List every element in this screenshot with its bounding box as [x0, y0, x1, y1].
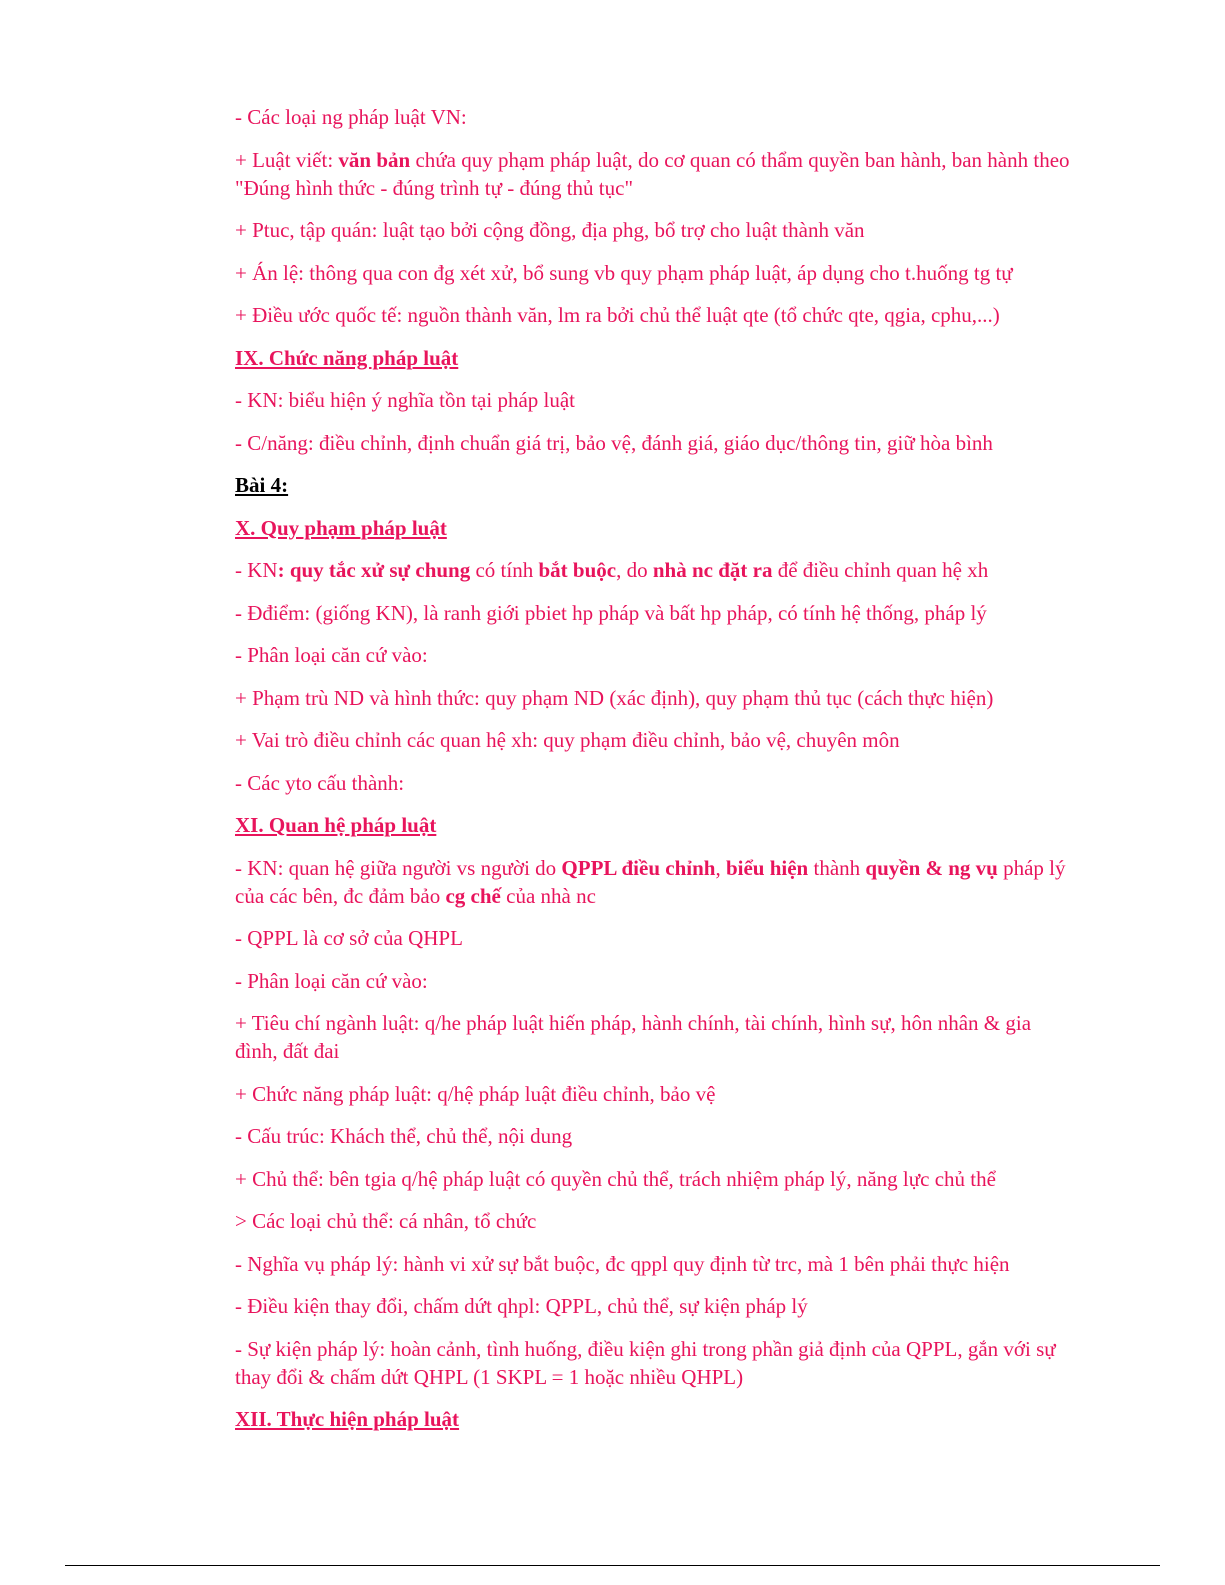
bold-text: bắt buộc [538, 558, 617, 582]
paragraph: - Phân loại căn cứ vào: [235, 968, 428, 993]
bold-text: văn bản [338, 147, 411, 172]
paragraph: - Các loại ng pháp luật VN: [235, 105, 467, 129]
bold-text: nhà nc đặt ra [652, 558, 773, 582]
text-run: của nhà nc [500, 883, 596, 908]
paragraph: + Chức năng pháp luật: q/hệ pháp luật điều chỉnh, bảo vệ [235, 1081, 716, 1106]
bold-text: biểu hiện [725, 855, 809, 880]
bold-text: QPPL điều chỉnh [561, 855, 716, 880]
text-run: , [715, 855, 726, 880]
paragraph: + Phạm trù ND và hình thức: quy phạm ND (xác định), quy phạm thủ tục (cách thực hiện) [235, 685, 994, 710]
page-bottom-rule [65, 1565, 1160, 1566]
text-run: để điều chỉnh quan hệ xh [772, 558, 989, 582]
paragraph: + Tiêu chí ngành luật: q/he pháp luật hiến pháp, hành chính, tài chính, hình sự, hôn nhân & gia đình, đất đai [235, 1011, 1032, 1063]
text-run: , do [616, 558, 653, 582]
paragraph: - Nghĩa vụ pháp lý: hành vi xử sự bắt buộc, đc qppl quy định từ trc, mà 1 bên phải thực hiện [235, 1251, 1010, 1276]
document-body [235, 103, 1075, 1448]
text-run: - KN [235, 558, 278, 582]
paragraph: + Vai trò điều chỉnh các quan hệ xh: quy phạm điều chỉnh, bảo vệ, chuyên môn [235, 728, 900, 752]
text-run: thành [808, 855, 866, 880]
paragraph: - Điều kiện thay đổi, chấm dứt qhpl: QPPL, chủ thể, sự kiện pháp lý [235, 1294, 808, 1318]
text-run: + Luật viết: [235, 147, 339, 172]
paragraph: - Đđiểm: (giống KN), là ranh giới pbiet hp pháp và bất hp pháp, có tính hệ thống, pháp lý [235, 600, 987, 625]
paragraph [235, 556, 1075, 584]
text-run: chứa quy phạm pháp luật, do cơ quan có thẩm quyền ban hành, ban hành theo "Đúng hình thức - đúng trình tự - đúng thủ tục" [235, 147, 1070, 200]
paragraph: - Cấu trúc: Khách thể, chủ thể, nội dung [235, 1124, 573, 1148]
bold-text: cg chế [445, 883, 501, 908]
paragraph: - KN: biểu hiện ý nghĩa tồn tại pháp luật [235, 388, 576, 412]
section-heading: XI. Quan hệ pháp luật [235, 813, 437, 837]
text-run: pháp lý của các bên, đc đảm bảo [235, 855, 1066, 908]
paragraph [235, 854, 1075, 910]
paragraph: - C/năng: điều chỉnh, định chuẩn giá trị, bảo vệ, đánh giá, giáo dục/thông tin, giữ hòa bình [235, 430, 993, 455]
lesson-heading: Bài 4: [235, 473, 289, 497]
paragraph: + Điều ước quốc tế: nguồn thành văn, lm ra bởi chủ thể luật qte (tổ chức qte, qgia, cphu,...) [235, 303, 1000, 327]
paragraph: - Các yto cấu thành: [235, 770, 405, 795]
paragraph: - Phân loại căn cứ vào: [235, 643, 428, 667]
paragraph: > Các loại chủ thể: cá nhân, tổ chức [235, 1209, 537, 1233]
paragraph: + Ptuc, tập quán: luật tạo bởi cộng đồng, địa phg, bổ trợ cho luật thành văn [235, 218, 865, 242]
section-heading: X. Quy phạm pháp luật [235, 515, 447, 540]
paragraph: - QPPL là cơ sở của QHPL [235, 926, 463, 950]
section-heading: IX. Chức năng pháp luật [235, 345, 459, 370]
bold-text: quyền & ng vụ [865, 855, 998, 880]
paragraph: - Sự kiện pháp lý: hoàn cảnh, tình huống, điều kiện ghi trong phần giả định của QPPL, gắn với sự thay đổi & chấm dứt QHPL (1 SKPL = 1 hoặc nhiều QHPL) [235, 1336, 1056, 1389]
paragraph: + Chủ thể: bên tgia q/hệ pháp luật có quyền chủ thể, trách nhiệm pháp lý, năng lực chủ thể [235, 1166, 996, 1191]
paragraph: + Án lệ: thông qua con đg xét xử, bổ sung vb quy phạm pháp luật, áp dụng cho t.huống tg tự [235, 260, 1013, 285]
paragraph [235, 146, 1075, 202]
section-heading: XII. Thực hiện pháp luật [235, 1407, 460, 1431]
text-run: - KN: quan hệ giữa người vs người do [235, 855, 562, 880]
text-run: có tính [470, 558, 539, 582]
bold-text: : quy tắc xử sự chung [277, 558, 471, 582]
